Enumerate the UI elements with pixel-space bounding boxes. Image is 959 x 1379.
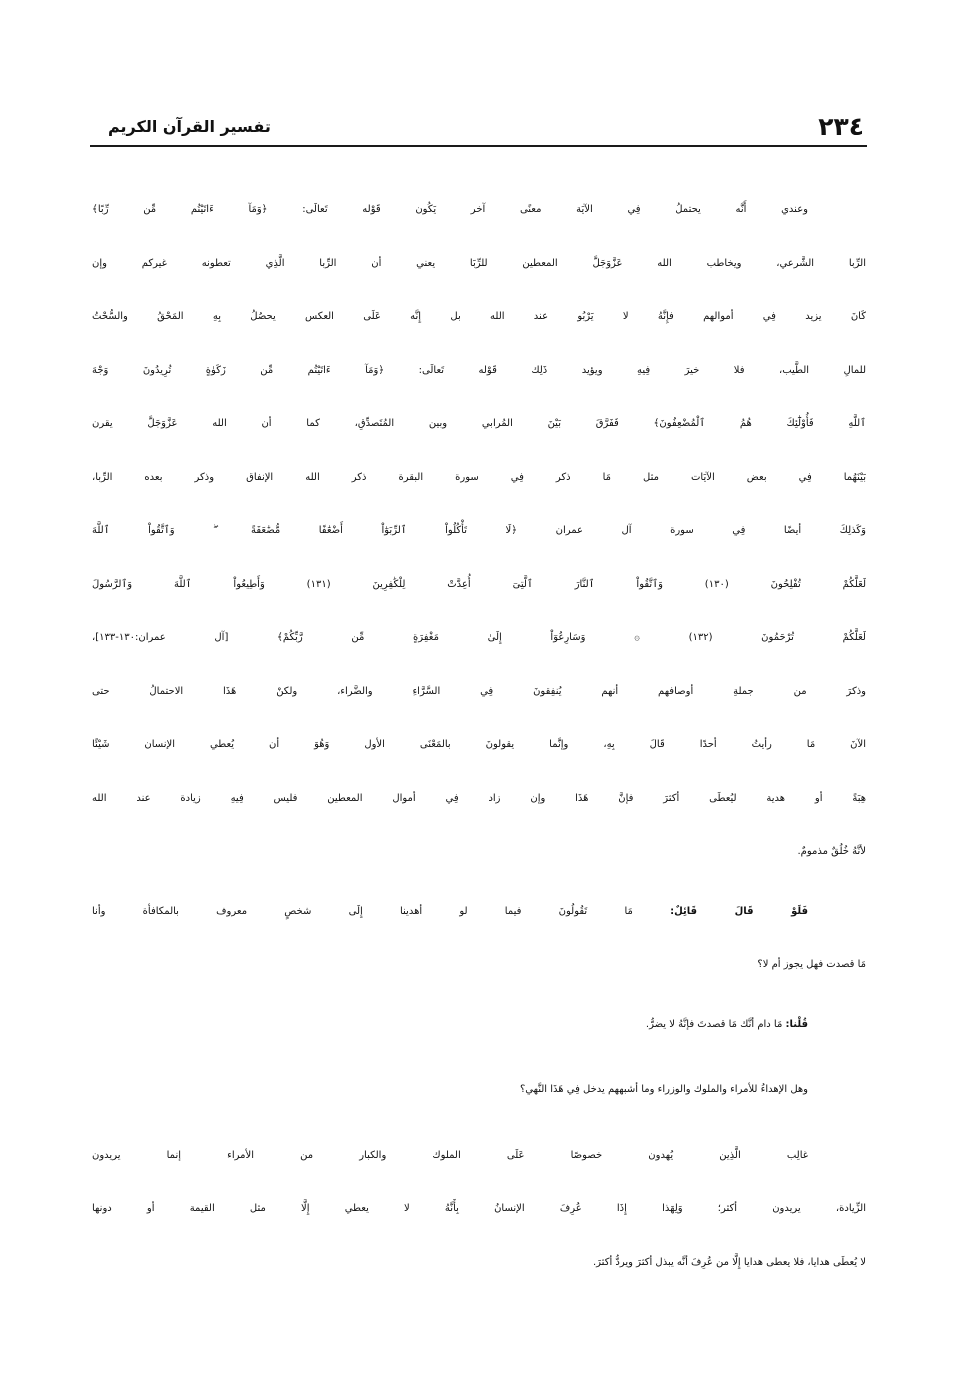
text-line: لأنَّهُ خُلُقٌ مذمومٌ. — [797, 846, 866, 857]
paragraph — [92, 1129, 866, 1290]
text-line — [92, 885, 866, 939]
text-line: كَانَ يزيد فِي أموالهم فإِنَّهُ لا يَرْبُو عند الله بل إِنَّه عَلَى العكس يحصُلُ بِهِ المَحْقُ والسُّحْتُ — [92, 311, 866, 322]
answer-lead: قُلْنا: — [785, 1018, 808, 1030]
text-line: غالِب الَّذِين يُهدون خصوصًا عَلَى الملوك والكبار من الأمراء إنما يريدون — [92, 1149, 808, 1161]
page-number: ٢٣٤ — [818, 112, 864, 141]
page-header — [108, 108, 864, 142]
text-line: ٱللَّهِ فَأُوْلَٰٓئِكَ هُمُ ٱلْمُضْعِفُونَ﴾ فَفَرَّقَ بَيْنَ المُرابي وبين المُتَصدِّقِ، كما أن الله عَزَّوَجَلَّ يقرن — [92, 418, 866, 429]
text-line: وهل الإهداءُ للأمراء والملوك والوزراء وما أشبههم يدخل فِي هَذَا النَّهي؟ — [519, 1084, 808, 1095]
text-line: مَا قصدت فهل يجوز أم لا؟ — [757, 959, 866, 970]
paragraph — [92, 998, 866, 1052]
header-rule — [90, 145, 867, 147]
text-line: هِبَةً أو هدية ليُعطَى أكثرَ فإنَّ هَذَا وإن زاد فِي أموال المعطين فليس فِيهِ زيادة عند الله — [92, 792, 866, 804]
text-line: بَيْنَهُما فِي بعض الآيَات مثل مَا ذكر فِي سورة البقرة ذكر الله الإنفاق وذكر بعده الرِّبا، — [92, 471, 866, 483]
text-line — [92, 998, 866, 1052]
line-text: مَا تَقُولُونَ فيما لو أهدينا إِلَى شخصٍ معروف بالمكافأة وأنا — [92, 905, 633, 917]
text-line: وَكَذلِكَ أيضًا فِي سورة آل عمران ﴿لَا تَأْكُلُواْ ٱلرِّبَوٰٓاْ أَضْعَٰفًا مُّضَٰعَفَةً ۖ وَٱتَّقُواْ ٱللَّهَ — [92, 525, 866, 536]
page-body — [92, 183, 866, 1289]
text-line: للمالِ الطَّيب، فلا خيرَ فِيهِ ويؤيد ذَلِك قَوْله تَعالَى: ﴿وَمَآ ءَاتَيْتُم مِّن زَكَوٰةٍ تُرِيدُونَ وَجْهَ — [92, 364, 866, 376]
text-line: الزِّيادة، يريدون أكثر؛ وَلِهَذا إِذَا عُرِفَ الإنسانُ بِأَنَّهُ لا يعطي إِلَّا مثل القيمة أو دونها — [92, 1203, 866, 1214]
question-lead: فَلَوْ قَالَ قَائِلٌ: — [670, 905, 808, 917]
paragraph — [92, 885, 866, 992]
text-line: وعندي أَنَّه يحتملُ فِي الآيَة معنًى آخر يَكُون قَوْله تَعالَى: ﴿وَمَآ ءَاتَيْتُم مِّن رِّبًا﴾ — [92, 204, 808, 215]
text-line: الرِّبا الشَّرعي، ويخاطب الله عَزَّوَجَلَّ المعطين للرِّبَا يعني أن الرِّبا الَّذِي تعطونه غيركم وإن — [92, 257, 866, 269]
text-line: الآنَ مَا رأيتُ أحدًا قَالَ بِهِ، وإنَّما يقولونَ بالمَعْنَى الأول وَهُوَ أن يُعطي الإنسان شَيْئًا — [92, 739, 866, 750]
text-line: لَعَلَّكُمْ تُرْحَمُونَ (١٣٢) ۞ وَسَارِعُوٓاْ إِلَىٰ مَغْفِرَةٍ مِّن رَّبِّكُمْ﴾ [آل عمران:١٣٠-١٣٣]، — [92, 632, 866, 643]
paragraph — [92, 1063, 866, 1117]
line-text: مَا دام أنَّك مَا قصدتَ فإنَّهُ لا يضرُّ. — [645, 1018, 783, 1030]
text-line: وذكرَ من جملةِ أوصافهم أنهم يُنفِقونَ فِي السَّرَّاءِ والضَّراء، ولكنْ هَذَا الاحتمالُ حتى — [92, 685, 866, 697]
running-title: تفسير القرآن الكريم — [108, 117, 271, 136]
text-line: لا يُعطَى هدايا، فلا يعطى هدايا إِلَّا من عُرِفَ أنَّه يبذل أكثرَ ويردُّ أكثرَ. — [592, 1256, 866, 1268]
paragraph — [92, 183, 866, 879]
text-line: لَعَلَّكُمْ تُفْلِحُونَ (١٣٠) وَٱتَّقُواْ ٱلنَّارَ ٱلَّتِىٓ أُعِدَّتْ لِلْكَٰفِرِينَ (١٣١) وَأَطِيعُواْ ٱللَّهَ وَٱلرَّسُولَ — [92, 578, 866, 590]
